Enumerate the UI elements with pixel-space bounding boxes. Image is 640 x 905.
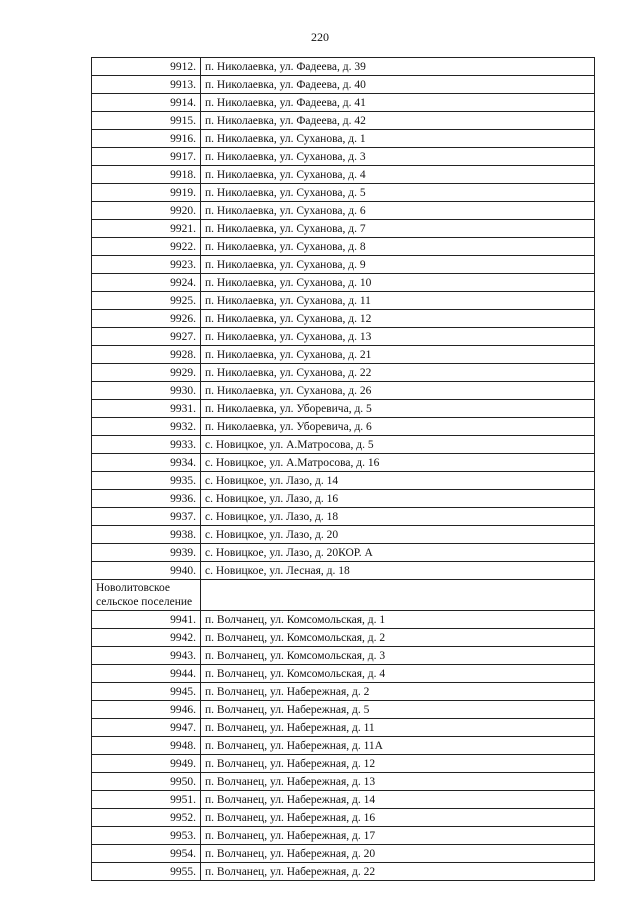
row-address: п. Волчанец, ул. Набережная, д. 17 [201, 827, 595, 845]
table-row [92, 130, 595, 148]
table-row [92, 719, 595, 737]
row-address: п. Волчанец, ул. Комсомольская, д. 3 [201, 647, 595, 665]
table-row [92, 526, 595, 544]
row-address: п. Волчанец, ул. Набережная, д. 5 [201, 701, 595, 719]
row-address: п. Николаевка, ул. Суханова, д. 26 [201, 382, 595, 400]
table-row [92, 791, 595, 809]
table-row [92, 737, 595, 755]
table-row [92, 256, 595, 274]
table-row [92, 827, 595, 845]
row-number: 9939. [92, 544, 201, 562]
row-address: п. Волчанец, ул. Набережная, д. 11 [201, 719, 595, 737]
row-number: 9952. [92, 809, 201, 827]
row-address: с. Новицкое, ул. Лазо, д. 16 [201, 490, 595, 508]
row-number: 9914. [92, 94, 201, 112]
row-address: п. Николаевка, ул. Суханова, д. 9 [201, 256, 595, 274]
row-number: 9953. [92, 827, 201, 845]
table-row [92, 845, 595, 863]
table-row [92, 683, 595, 701]
table-row [92, 436, 595, 454]
row-address: п. Волчанец, ул. Набережная, д. 22 [201, 863, 595, 881]
row-address: с. Новицкое, ул. А.Матросова, д. 16 [201, 454, 595, 472]
row-address: п. Николаевка, ул. Суханова, д. 6 [201, 202, 595, 220]
row-address: п. Николаевка, ул. Суханова, д. 5 [201, 184, 595, 202]
row-number: 9954. [92, 845, 201, 863]
row-address: с. Новицкое, ул. А.Матросова, д. 5 [201, 436, 595, 454]
row-address: п. Волчанец, ул. Набережная, д. 2 [201, 683, 595, 701]
table-row [92, 202, 595, 220]
row-number: 9946. [92, 701, 201, 719]
address-table-body-top [92, 58, 595, 580]
section-label: Новолитовское сельское поселение [92, 580, 201, 611]
row-address: п. Николаевка, ул. Суханова, д. 1 [201, 130, 595, 148]
row-address: п. Николаевка, ул. Суханова, д. 8 [201, 238, 595, 256]
table-row [92, 755, 595, 773]
row-address: п. Николаевка, ул. Суханова, д. 13 [201, 328, 595, 346]
table-row [92, 76, 595, 94]
table-row [92, 58, 595, 76]
row-number: 9917. [92, 148, 201, 166]
row-address: с. Новицкое, ул. Лазо, д. 14 [201, 472, 595, 490]
row-address: с. Новицкое, ул. Лазо, д. 18 [201, 508, 595, 526]
table-row [92, 346, 595, 364]
table-row [92, 310, 595, 328]
table-row [92, 238, 595, 256]
row-address: с. Новицкое, ул. Лесная, д. 18 [201, 562, 595, 580]
table-row [92, 701, 595, 719]
row-address: п. Волчанец, ул. Комсомольская, д. 1 [201, 611, 595, 629]
row-address: п. Волчанец, ул. Набережная, д. 12 [201, 755, 595, 773]
table-row [92, 328, 595, 346]
row-number: 9936. [92, 490, 201, 508]
row-number: 9941. [92, 611, 201, 629]
row-address: п. Волчанец, ул. Набережная, д. 13 [201, 773, 595, 791]
row-number: 9949. [92, 755, 201, 773]
section-empty-cell [201, 580, 595, 611]
table-row [92, 184, 595, 202]
row-address: п. Волчанец, ул. Комсомольская, д. 4 [201, 665, 595, 683]
table-row [92, 148, 595, 166]
table-row [92, 809, 595, 827]
row-address: п. Волчанец, ул. Комсомольская, д. 2 [201, 629, 595, 647]
row-address: п. Волчанец, ул. Набережная, д. 20 [201, 845, 595, 863]
row-number: 9930. [92, 382, 201, 400]
row-number: 9927. [92, 328, 201, 346]
row-number: 9916. [92, 130, 201, 148]
row-number: 9919. [92, 184, 201, 202]
table-row [92, 490, 595, 508]
row-number: 9933. [92, 436, 201, 454]
row-number: 9944. [92, 665, 201, 683]
section-header-row [92, 580, 595, 611]
table-row [92, 629, 595, 647]
table-row [92, 220, 595, 238]
row-number: 9925. [92, 292, 201, 310]
row-address: с. Новицкое, ул. Лазо, д. 20 [201, 526, 595, 544]
row-number: 9948. [92, 737, 201, 755]
row-number: 9955. [92, 863, 201, 881]
row-number: 9932. [92, 418, 201, 436]
table-row [92, 112, 595, 130]
row-number: 9951. [92, 791, 201, 809]
row-address: п. Николаевка, ул. Суханова, д. 21 [201, 346, 595, 364]
row-number: 9915. [92, 112, 201, 130]
row-address: п. Николаевка, ул. Суханова, д. 12 [201, 310, 595, 328]
address-table-body-bottom [92, 611, 595, 881]
table-row [92, 773, 595, 791]
row-number: 9940. [92, 562, 201, 580]
row-address: п. Николаевка, ул. Суханова, д. 3 [201, 148, 595, 166]
row-address: п. Николаевка, ул. Фадеева, д. 42 [201, 112, 595, 130]
row-number: 9924. [92, 274, 201, 292]
row-address: п. Волчанец, ул. Набережная, д. 16 [201, 809, 595, 827]
table-row [92, 382, 595, 400]
table-row [92, 665, 595, 683]
row-number: 9923. [92, 256, 201, 274]
row-number: 9918. [92, 166, 201, 184]
table-row [92, 292, 595, 310]
row-number: 9934. [92, 454, 201, 472]
table-row [92, 508, 595, 526]
table-row [92, 472, 595, 490]
page-number: 220 [311, 30, 329, 44]
row-number: 9929. [92, 364, 201, 382]
row-number: 9920. [92, 202, 201, 220]
row-number: 9942. [92, 629, 201, 647]
section-header-group [92, 580, 595, 611]
row-address: п. Волчанец, ул. Набережная, д. 14 [201, 791, 595, 809]
table-row [92, 562, 595, 580]
table-row [92, 418, 595, 436]
table-row [92, 544, 595, 562]
row-number: 9921. [92, 220, 201, 238]
row-address: п. Николаевка, ул. Уборевича, д. 5 [201, 400, 595, 418]
table-row [92, 611, 595, 629]
table-row [92, 454, 595, 472]
table-row [92, 647, 595, 665]
row-address: с. Новицкое, ул. Лазо, д. 20КОР. А [201, 544, 595, 562]
row-number: 9945. [92, 683, 201, 701]
row-number: 9913. [92, 76, 201, 94]
row-number: 9938. [92, 526, 201, 544]
row-number: 9947. [92, 719, 201, 737]
row-address: п. Николаевка, ул. Фадеева, д. 40 [201, 76, 595, 94]
row-address: п. Николаевка, ул. Фадеева, д. 39 [201, 58, 595, 76]
row-address: п. Николаевка, ул. Суханова, д. 7 [201, 220, 595, 238]
table-row [92, 274, 595, 292]
address-table [91, 57, 595, 881]
table-row [92, 94, 595, 112]
row-number: 9928. [92, 346, 201, 364]
row-number: 9922. [92, 238, 201, 256]
row-number: 9931. [92, 400, 201, 418]
table-row [92, 863, 595, 881]
row-number: 9950. [92, 773, 201, 791]
row-address: п. Николаевка, ул. Суханова, д. 10 [201, 274, 595, 292]
row-number: 9912. [92, 58, 201, 76]
row-address: п. Николаевка, ул. Суханова, д. 4 [201, 166, 595, 184]
table-row [92, 364, 595, 382]
row-number: 9943. [92, 647, 201, 665]
row-number: 9935. [92, 472, 201, 490]
table-row [92, 166, 595, 184]
row-address: п. Николаевка, ул. Фадеева, д. 41 [201, 94, 595, 112]
row-address: п. Волчанец, ул. Набережная, д. 11А [201, 737, 595, 755]
table-row [92, 400, 595, 418]
row-address: п. Николаевка, ул. Суханова, д. 11 [201, 292, 595, 310]
row-number: 9926. [92, 310, 201, 328]
row-address: п. Николаевка, ул. Уборевича, д. 6 [201, 418, 595, 436]
row-address: п. Николаевка, ул. Суханова, д. 22 [201, 364, 595, 382]
row-number: 9937. [92, 508, 201, 526]
